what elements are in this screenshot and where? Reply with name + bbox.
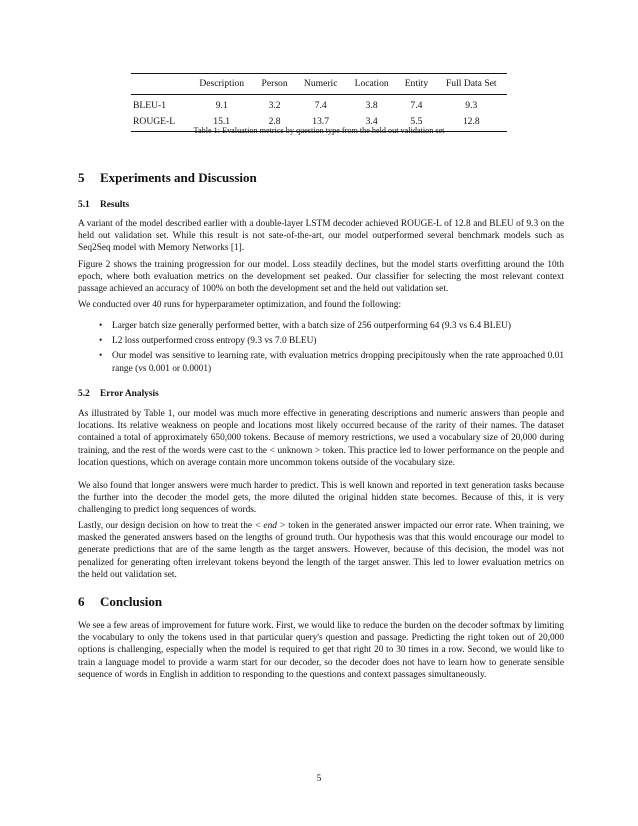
table-header-cell: Numeric [303,78,338,89]
list-item-text: L2 loss outperformed cross entropy (9.3 vs 7.0 BLEU) [112,336,317,347]
paragraph: We conducted over 40 runs for hyperparameter optimization, and found the following: [78,300,402,310]
subsection-5-2-heading [78,388,159,400]
list-item [96,350,564,374]
section-5-heading [78,170,257,186]
subsection-number: 5.2 [78,389,90,399]
table-cell: 15.1 [213,116,231,127]
paragraph-text: token in the generated answer impacted our error rate. When training, we masked the generated answers based on the lengths of ground truth. Our hypothesis was that this would encourage our model to generate predictions that are of the same length as the target answers. However, because of this decision, the model was not penalized for generating often irrelevant tokens beyond the length of the target answer. This led to lower evaluation metrics on the held out validation set. [78,521,565,580]
section-number: 6 [78,594,85,609]
table-cell: 5.5 [410,116,423,127]
subsection-5-1-heading [78,199,129,211]
section-title: Experiments and Discussion [100,170,257,185]
paragraph: As illustrated by Table 1, our model was much more effective in generating descriptions and numeric answers than people and locations. Its relative weakness on people and locations most likely occurred because of the rarity of their names. The dataset contained a total of approximately 650,000 tokens. Because of memory restrictions, we used a vocabulary size of 20,000 during training, and the rest of the words were cast to the < unknown > token. This practice led to lower performance on the people and location questions, which on average contain more uncommon tokens outside of the vocabulary size. [78,409,564,468]
bullet-icon: • [99,336,103,347]
metrics-table [131,73,507,132]
table-caption: Table 1: Evaluation metrics by question type from the held out validation set [193,126,445,135]
subsection-title: Results [100,200,130,210]
table-cell: 2.8 [268,116,281,127]
section-6-heading [78,594,162,610]
list-item-text: Larger batch size generally performed better, with a batch size of 256 outperforming 64 (9.3 vs 6.4 BLEU) [112,321,512,331]
table-cell: 3.2 [268,100,281,111]
paragraph: A variant of the model described earlier with a double-layer LSTM decoder achieved ROUGE-L of 12.8 and BLEU of 9.3 on the held out validation set. While this result is not sate-of-the-art, our model outperformed several benchmark models such as Seq2Seq model with Memory Networks [1]. [78,219,564,254]
list-item-text: Our model was sensitive to learning rate, with evaluation metrics dropping precipitously when the rate approached 0.01 range (vs 0.001 or 0.0001) [112,351,564,374]
table-header-row [131,74,507,95]
paragraph: Figure 2 shows the training progression for our model. Loss steadily declines, but the model starts overfitting around the 10th epoch, where both evaluation metrics on the development set peaked. Our classifier for selecting the most relevant context passage achieved an accuracy of 100% on both the development set and the held out validation set. [78,260,564,295]
table-cell: 3.4 [365,116,378,127]
table-row [131,95,507,115]
table-row-label: BLEU-1 [133,100,167,111]
subsection-number: 5.1 [78,200,90,210]
paragraph [78,520,564,581]
table-cell: 7.4 [410,100,423,111]
table-cell: 7.4 [314,100,327,111]
table-header-cell: Full Data Set [445,78,497,89]
paragraph-text: Lastly, our design decision on how to treat the [78,521,255,531]
table-cell: 3.8 [365,100,378,111]
section-title: Conclusion [100,594,163,609]
table-cell: 9.3 [465,100,478,111]
paragraph: We also found that longer answers were much harder to predict. This is well known and reported in text generation tasks because the further into the decoder the model gets, the more diluted the original hidden state becomes. Because of this, it is very challenging to predict long sequences of words. [78,481,564,516]
bullet-icon: • [99,321,103,331]
page-number: 5 [316,774,322,784]
findings-list [96,320,564,378]
list-item [96,335,564,347]
list-item [96,320,564,332]
subsection-title: Error Analysis [100,389,159,399]
table-cell: 13.7 [312,116,330,127]
bullet-icon: • [99,351,103,362]
table-header-cell: Person [261,78,288,89]
table-header-cell: Location [354,78,389,89]
table-header-cell [131,74,190,95]
end-token: < end > [254,521,286,531]
table-cell: 9.1 [215,100,228,111]
metrics-table-wrapper [131,73,507,132]
section-number: 5 [78,170,85,185]
table-cell: 12.8 [462,116,480,127]
paragraph: We see a few areas of improvement for future work. First, we would like to reduce the burden on the decoder softmax by limiting the vocabulary to only the tokens used in that particular query's question and passage. Predicting the right token out of 20,000 options is challenging, especially when the model is required to get that right 20 to 30 times in a row. Second, we would like to train a language model to provide a warm start for our decoder, so the decoder does not have to learn how to generate sensible sequence of words in English in addition to responding to the questions and context passages simultaneously. [78,621,564,680]
table-header-cell: Entity [404,78,429,89]
table-row-label: ROUGE-L [133,116,176,127]
table-header-cell: Description [199,78,245,89]
